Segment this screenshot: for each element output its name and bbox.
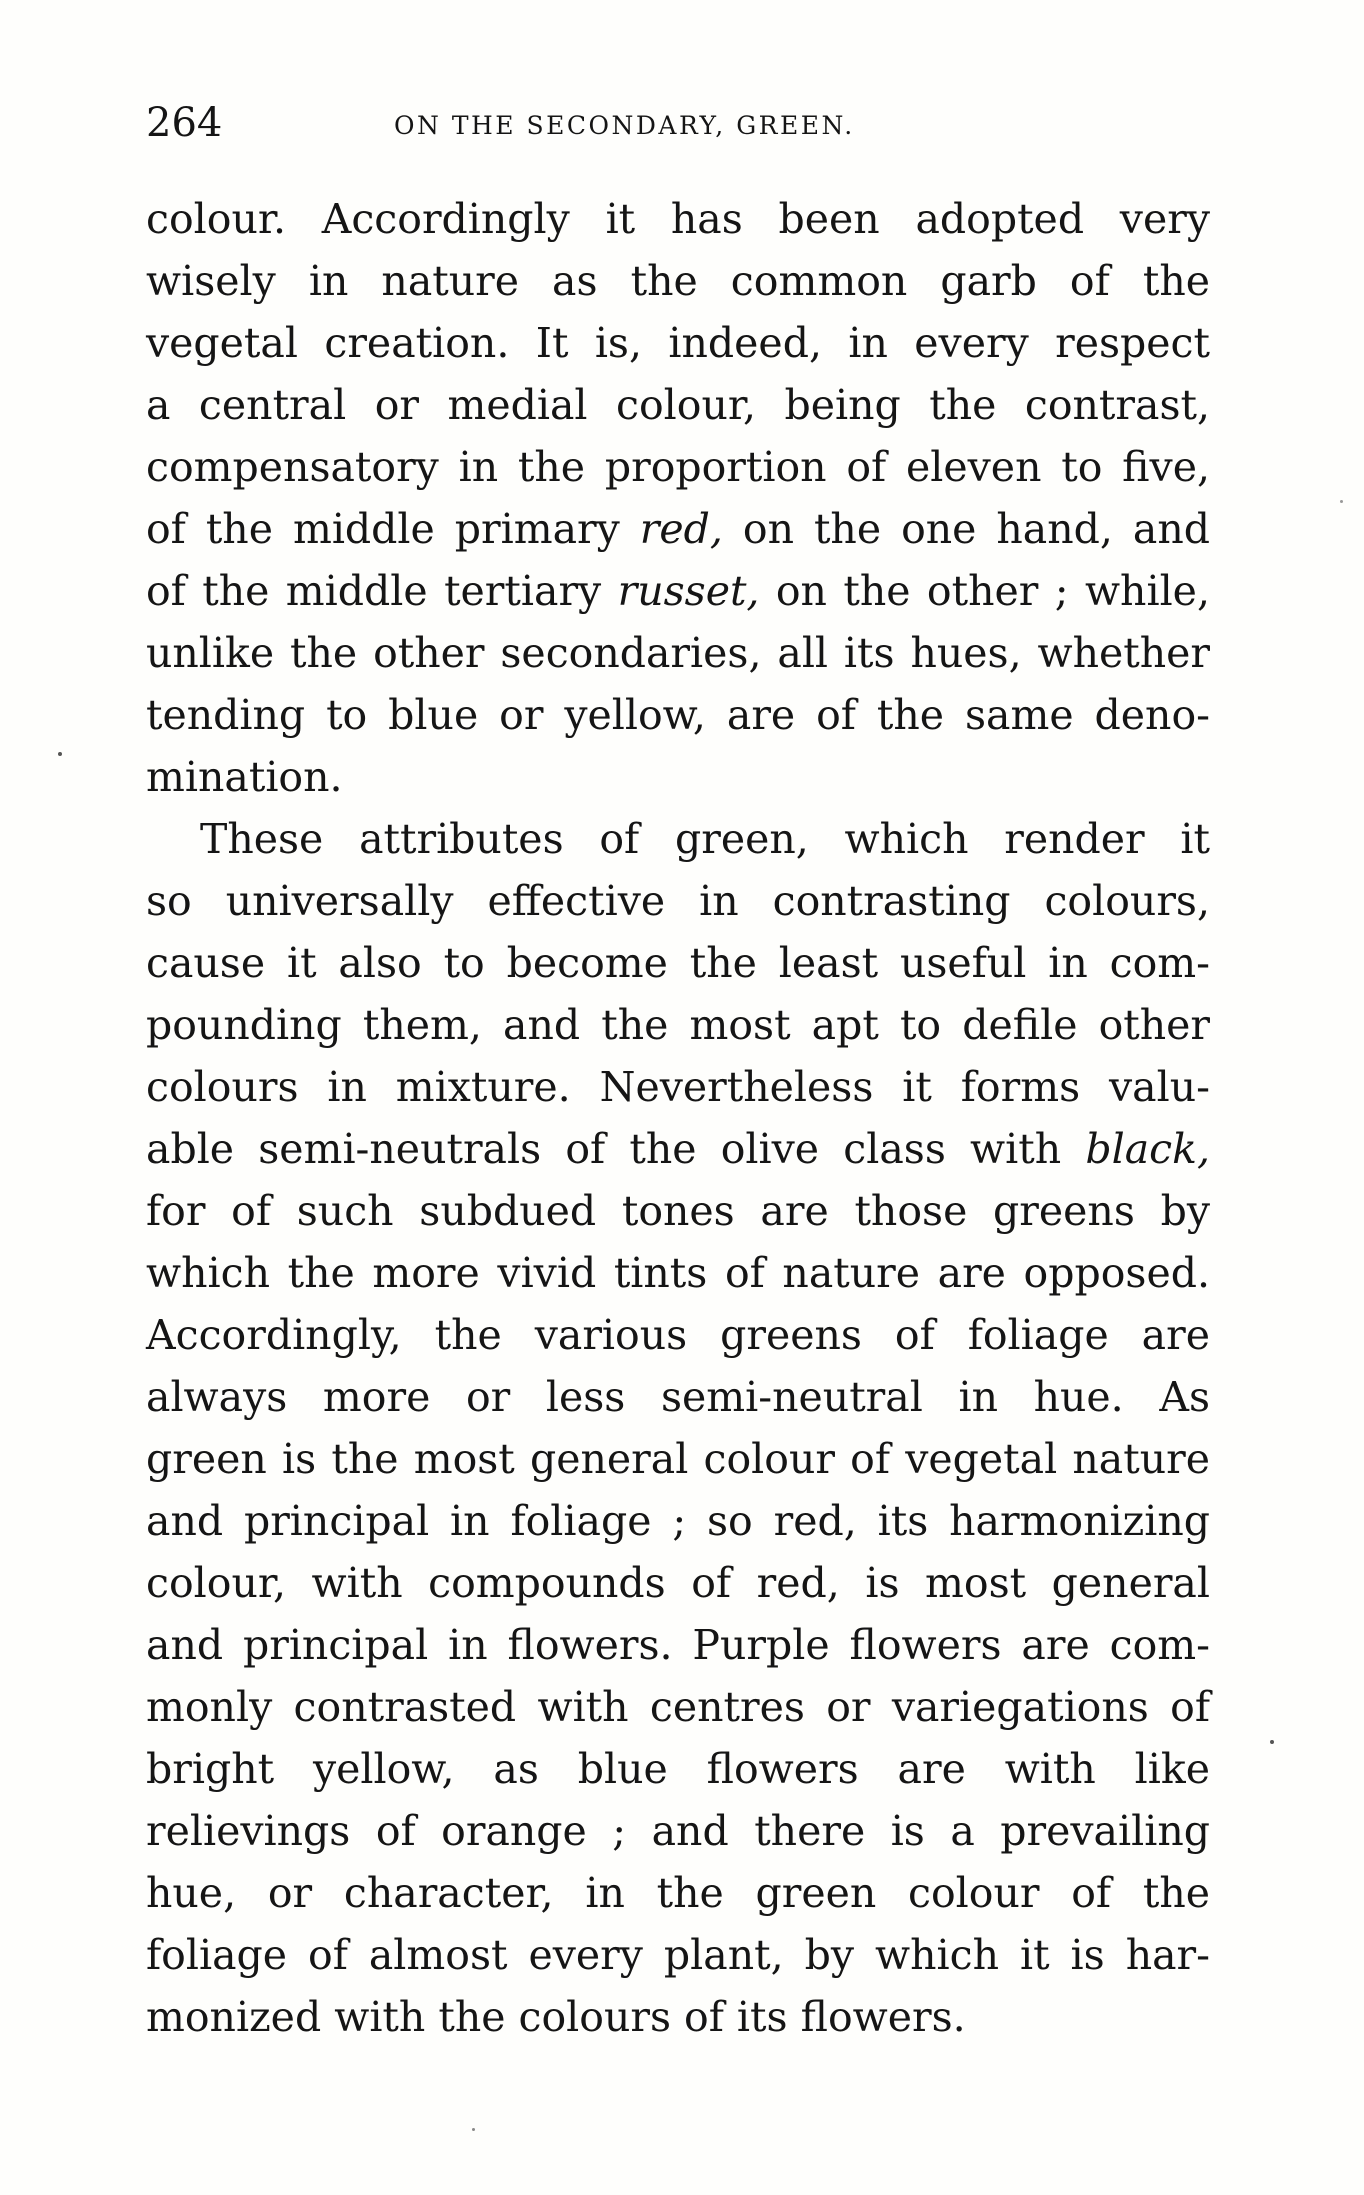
text-line: pounding them, and the most apt to defile other [146,1001,1210,1049]
paper-speck [58,752,62,756]
text-line: colour. Accordingly it has been adopted very [146,195,1210,243]
text-segment: able semi-neutrals of the olive class with [146,1125,1086,1173]
text-line: which the more vivid tints of nature are opposed. [146,1249,1210,1297]
text-line [146,498,1210,560]
text-line: for of such subdued tones are those greens by [146,1187,1210,1235]
page-header [146,98,1210,158]
text-line: These attributes of green, which render it [200,815,1210,863]
text-line: and principal in foliage ; so red, its harmonizing [146,1497,1210,1545]
text-line: vegetal creation. It is, indeed, in every respect [146,319,1210,367]
text-line [146,560,1210,622]
text-segment: of the middle tertiary [146,567,618,615]
paper-speck [1340,500,1343,503]
text-line: cause it also to become the least useful in com- [146,939,1210,987]
text-line: and principal in flowers. Purple flowers are com- [146,1621,1210,1669]
text-line: unlike the other secondaries, all its hues, whether [146,629,1210,677]
text-line: green is the most general colour of vegetal nature [146,1435,1210,1483]
text-line [146,1118,1210,1180]
text-line: relievings of orange ; and there is a prevailing [146,1807,1210,1855]
paper-speck [1270,1740,1274,1744]
italic-word: red, [639,505,723,553]
paper-speck [472,2128,475,2131]
running-head: ON THE SECONDARY, GREEN. [394,111,855,140]
text-line: colours in mixture. Nevertheless it forms valu- [146,1063,1210,1111]
text-segment: on the one hand, and [722,505,1210,553]
text-line: always more or less semi-neutral in hue. As [146,1373,1210,1421]
text-line: tending to blue or yellow, are of the same deno- [146,691,1210,739]
text-line: bright yellow, as blue flowers are with like [146,1745,1210,1793]
text-line: foliage of almost every plant, by which it is har- [146,1931,1210,1979]
italic-word: russet, [617,567,760,615]
text-line: colour, with compounds of red, is most general [146,1559,1210,1607]
text-line: mination. [146,753,343,801]
text-line: monized with the colours of its flowers. [146,1993,966,2041]
page-number: 264 [146,100,223,146]
text-line: monly contrasted with centres or variegations of [146,1683,1210,1731]
text-line: a central or medial colour, being the contrast, [146,381,1210,429]
text-segment: of the middle primary [146,505,640,553]
text-line: so universally effective in contrasting colours, [146,877,1210,925]
text-line: wisely in nature as the common garb of the [146,257,1210,305]
text-line: Accordingly, the various greens of foliage are [146,1311,1210,1359]
text-line: compensatory in the proportion of eleven to five, [146,443,1210,491]
body-text [146,188,1210,2048]
text-line: hue, or character, in the green colour of the [146,1869,1210,1917]
italic-word: black, [1085,1125,1210,1173]
text-segment: on the other ; while, [759,567,1210,615]
